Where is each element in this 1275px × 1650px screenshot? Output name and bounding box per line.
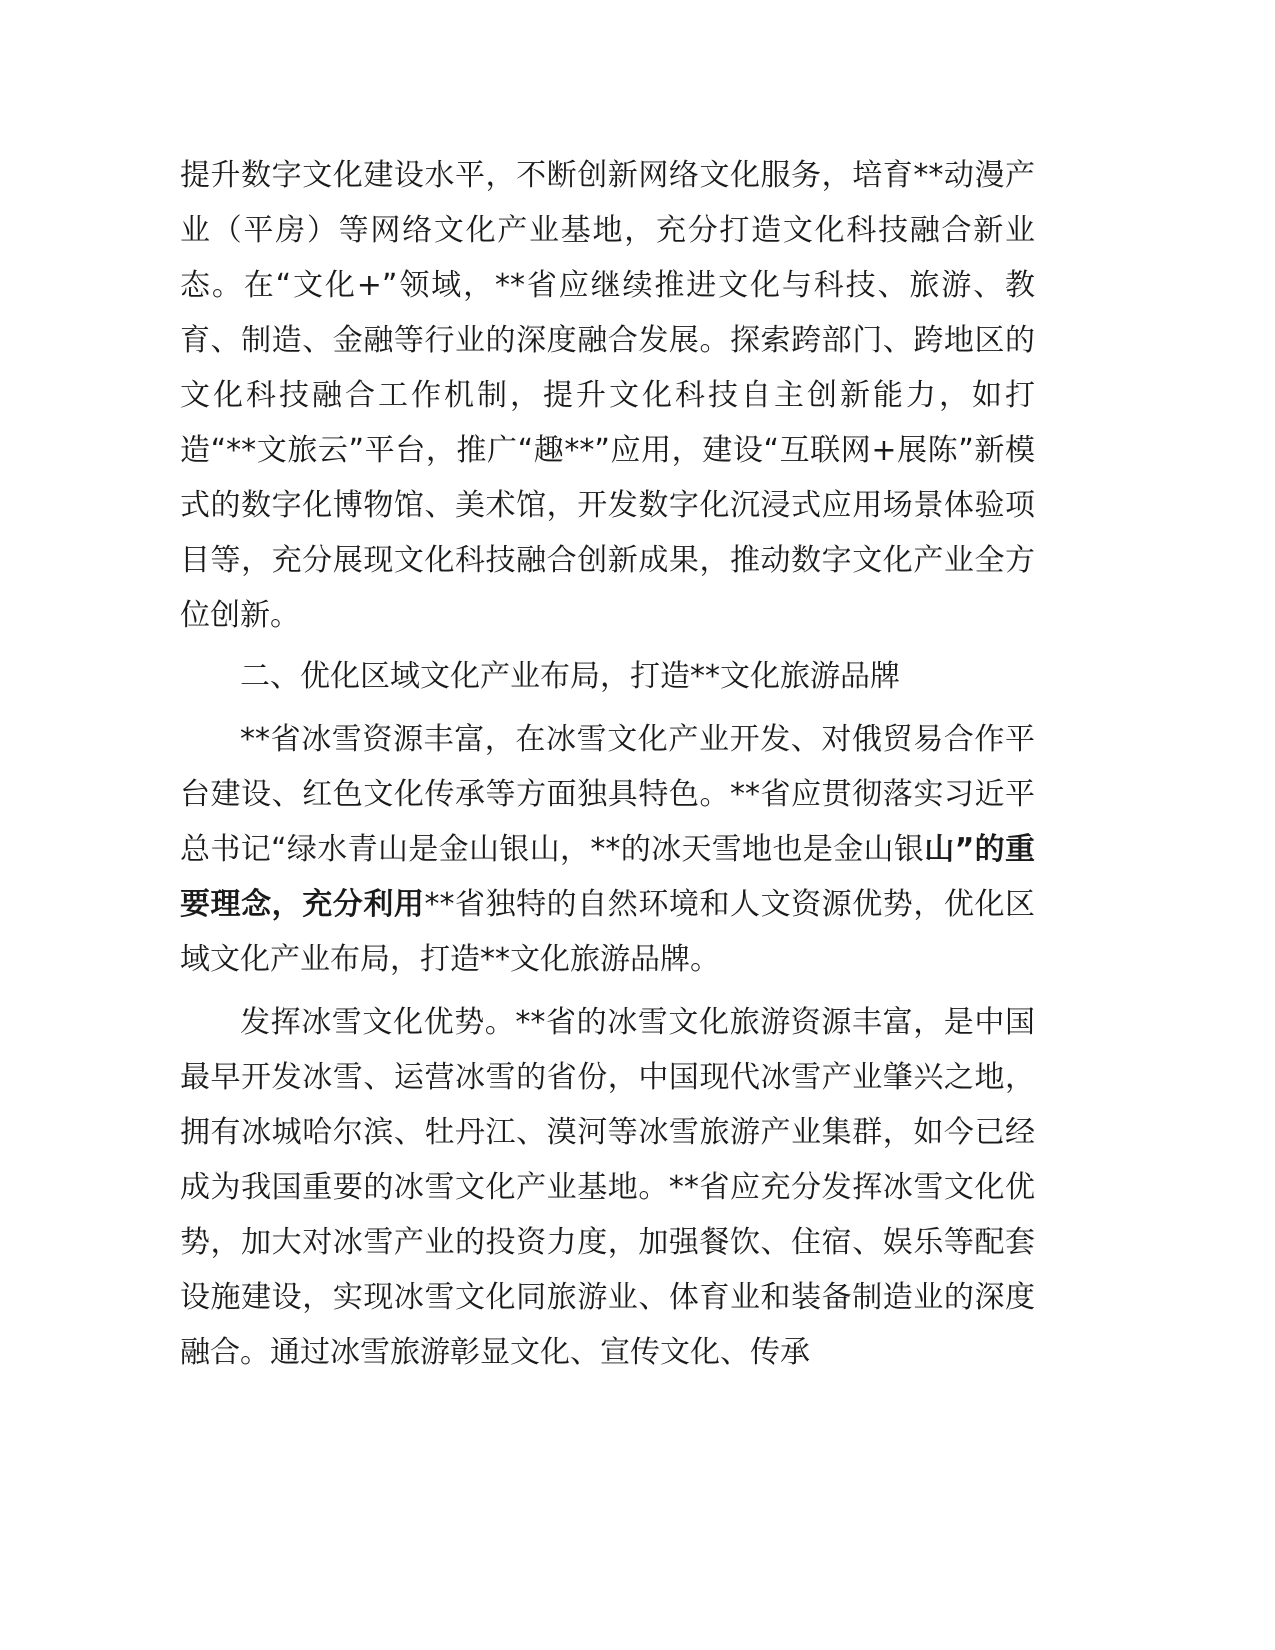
section-heading: 二、优化区域文化产业布局，打造**文化旅游品牌 xyxy=(240,659,900,694)
paragraph-ice-snow-advantage: 发挥冰雪文化优势。**省的冰雪文化旅游资源丰富，是中国最早开发冰雪、运营冰雪的省份，中国现代冰雪产业肇兴之地，拥有冰城哈尔滨、牡丹江、漠河等冰雪旅游产业集群，如今已经成为我国重要的冰雪文化产业基地。**省应充分发挥冰雪文化优势，加大对冰雪产业的投资力度，加强餐饮、住宿、娱乐等配套设施建设，实现冰雪文化同旅游业、体育业和装备制造业的深度融合。通过冰雪旅游彰显文化、宣传文化、传承 xyxy=(180,1005,1035,1370)
paragraph-bold-run: 山”的重要理念，充分利用 xyxy=(180,832,1035,922)
paragraph-text-run: **省独特的自然环境和人文资源优势，优化区域文化产业布局，打造**文化旅游品牌。 xyxy=(180,887,1036,977)
paragraph-ice-snow-resources xyxy=(180,712,1035,987)
paragraph-text-run: **省冰雪资源丰富，在冰雪文化产业开发、对俄贸易合作平台建设、红色文化传承等方面独具特色。**省应贯彻落实习近平总书记“绿水青山是金山银山，**的冰天雪地也是金山银 xyxy=(180,722,1035,867)
document-body xyxy=(180,148,1035,1380)
paragraph-digital-culture: 提升数字文化建设水平，不断创新网络文化服务，培育**动漫产业（平房）等网络文化产业基地，充分打造文化科技融合新业态。在“文化+”领域，**省应继续推进文化与科技、旅游、教育、制造、金融等行业的深度融合发展。探索跨部门、跨地区的文化科技融合工作机制，提升文化科技自主创新能力，如打造“**文旅云”平台，推广“趣**”应用，建设“互联网+展陈”新模式的数字化博物馆、美术馆，开发数字化沉浸式应用场景体验项目等，充分展现文化科技融合创新成果，推动数字文化产业全方位创新。 xyxy=(180,158,1035,633)
